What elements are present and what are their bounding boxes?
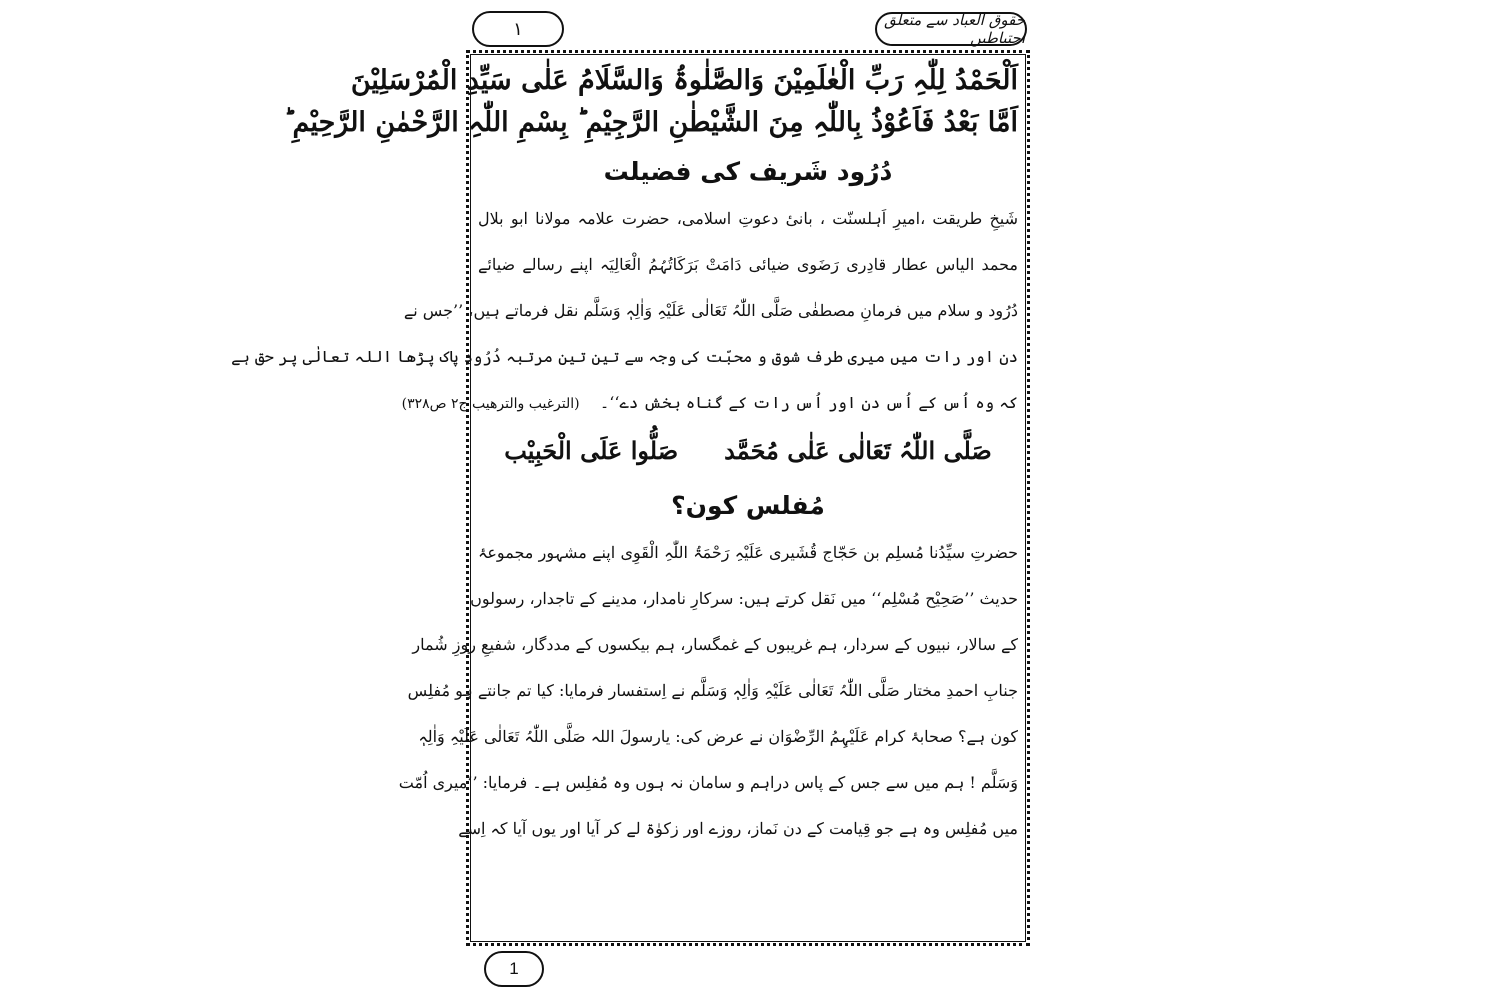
paragraph-line: وَسَلَّم ! ہم میں سے جس کے پاس دراہم و سامان نہ ہوں وہ مُفلِس ہے۔ فرمایا: ’’میری اُمّت xyxy=(398,773,1018,792)
paragraph-line: جنابِ احمدِ مختار صَلَّی اللّٰہُ تَعَالٰی عَلَیْہِ وَاٰلِہٖ وَسَلَّم نے اِستفسار فرمایا: کیا تم جانتے ہو مُفلِس xyxy=(407,681,1018,700)
paragraph-text: کہ وہ اُس کے اُس دن اور اُس رات کے گناہ بخش دے‘‘۔ xyxy=(599,393,1018,412)
section-heading-durood: دُرُود شَریف کی فضیلت xyxy=(603,157,893,186)
paragraph-line: محمد الیاس عطار قادِری رَضَوی ضیائی دَامَتْ بَرَکَاتُہُمُ الْعَالِیَہ اپنے رسالے ضیائے xyxy=(478,255,1018,274)
salawat-left: صَلُّوا عَلَی الْحَبِیْب xyxy=(504,436,679,465)
salawat-line xyxy=(478,426,1018,476)
paragraph-line-with-citation xyxy=(401,380,1018,426)
paragraph-line: حضرتِ سیِّدُنا مُسلِم بن حَجّاج قُشَیری عَلَیْہِ رَحْمَۃُ اللّٰہِ الْقَوِی اپنے مشہور مجموعۂ xyxy=(478,543,1018,562)
salawat-right: صَلَّی اللّٰہُ تَعَالٰی عَلٰی مُحَمَّد xyxy=(724,436,992,465)
opening-line-2: اَمَّا بَعْدُ فَاَعُوْذُ بِاللّٰہِ مِنَ الشَّیْطٰنِ الرَّجِیْمِ ؕ بِسْمِ اللّٰہِ الرَّحْمٰنِ الرَّحِیْمِ ؕ xyxy=(283,107,1018,138)
paragraph-line: کے سالار، نبیوں کے سردار، ہم غریبوں کے غمگسار، ہم بیکسوں کے مددگار، شفیعِ روزِ شُمار xyxy=(412,635,1018,654)
page-content xyxy=(231,58,1018,852)
citation: (الترغیب والترھیب ج۲ ص۳۲۸) xyxy=(401,396,580,412)
paragraph-line: حدیث ’’صَحِیْح مُسْلِم‘‘ میں نَقل کرتے ہیں: سرکارِ نامدار، مدینے کے تاجدار، رسولوں xyxy=(470,589,1018,608)
paragraph-line: کون ہے؟ صحابۂ کرام عَلَیْہِمُ الرِّضْوَان نے عرض کی: یارسولَ اللہ صَلَّی اللّٰہُ تَعَالٰی عَلَیْہِ وَاٰلِہٖ xyxy=(418,727,1018,746)
opening-line-1: اَلْحَمْدُ لِلّٰہِ رَبِّ الْعٰلَمِیْنَ وَالصَّلٰوۃُ وَالسَّلَامُ عَلٰی سَیِّدِ الْمُرْسَلِیْنَ xyxy=(350,65,1018,96)
footer-page-number: 1 xyxy=(484,951,544,987)
paragraph-line: دن اور رات میں میری طرف شوق و محبّت کی وجہ سے تین تین مرتبہ دُرُودِ پاک پڑھا اللہ تعالٰی پر حق ہے xyxy=(231,347,1018,366)
header-book-title: حقوق العباد سے متعلق احتیاطیں xyxy=(875,12,1027,46)
paragraph-line: شَیخِ طریقت ،امیرِ اَہلسنّت ، بانیٔ دعوتِ اسلامی، حضرت علامہ مولانا ابو بلال xyxy=(478,209,1018,228)
paragraph-line: میں مُفلِس وہ ہے جو قِیامت کے دن نَماز، روزے اور زکوٰۃ لے کر آیا اور یوں آیا کہ اِسے xyxy=(458,819,1018,838)
header-page-number: ١ xyxy=(472,11,564,47)
paragraph-line: دُرُود و سلام میں فرمانِ مصطفٰی صَلَّی اللّٰہُ تَعَالٰی عَلَیْہِ وَاٰلِہٖ وَسَلَّم نقل فرماتے ہیں، ’’جس نے xyxy=(403,301,1018,320)
section-heading-muflis: مُفلس کون؟ xyxy=(671,491,825,520)
